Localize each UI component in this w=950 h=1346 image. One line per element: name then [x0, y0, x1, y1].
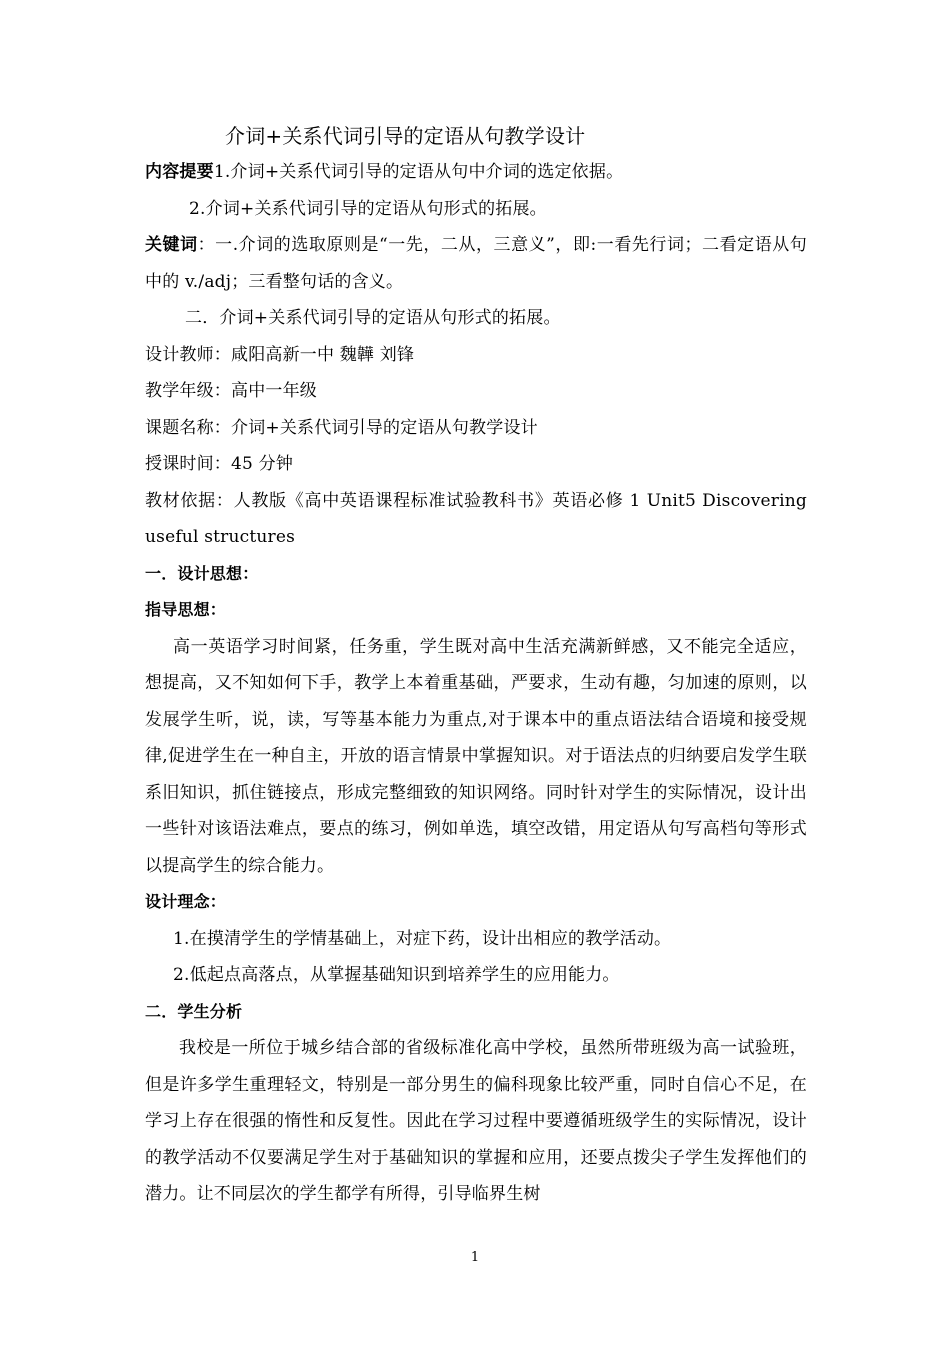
document-title: 介词+关系代词引导的定语从句教学设计 — [225, 124, 586, 148]
guiding-thought-paragraph: 高一英语学习时间紧，任务重，学生既对高中生活充满新鲜感，又不能完全适应，想提高，又不知如何下手，教学上本着重基础，严要求，生动有趣，匀加速的原则，以发展学生听，说，读，写等基本能力为重点,对于课本中的重点语法结合语境和接受规律,促进学生在一种自主，开放的语言情景中掌握知识。对于语法点的归纳要启发学生联系旧知识，抓住链接点，形成完整细致的知识网络。同时针对学生的实际情况，设计出一些针对该语法难点，要点的练习，例如单选，填空改错，用定语从句写高档句等形式以提高学生的综合能力。 — [145, 636, 807, 876]
design-concept-item-2: 2.低起点高落点，从掌握基础知识到培养学生的应用能力。 — [173, 965, 620, 985]
meta-grade: 教学年级：高中一年级 — [145, 381, 317, 401]
meta-teacher: 设计教师：咸阳高新一中 魏韡 刘锋 — [145, 344, 415, 365]
guiding-thought-heading: 指导思想： — [145, 600, 227, 619]
summary-item-2: 2.介词+关系代词引导的定语从句形式的拓展。 — [189, 198, 547, 219]
meta-topic: 课题名称：介词+关系代词引导的定语从句教学设计 — [145, 417, 538, 438]
keywords-line-2: 二．介词+关系代词引导的定语从句形式的拓展。 — [185, 308, 561, 328]
document-body — [145, 118, 807, 1213]
keywords-text: ：一.介词的选取原则是“一先，二从，三意义”，即:一看先行词；二看定语从句中的 v./adj；三看整句话的含义。 — [145, 235, 807, 292]
design-concept-item-1: 1.在摸清学生的学情基础上，对症下药，设计出相应的教学活动。 — [173, 928, 672, 949]
keywords-paragraph — [145, 227, 807, 300]
page-number: 1 — [470, 1250, 480, 1265]
summary-item-1: 1.介词+关系代词引导的定语从句中介词的选定依据。 — [213, 162, 624, 182]
summary-label: 内容提要 — [145, 162, 214, 182]
meta-duration: 授课时间：45 分钟 — [145, 454, 294, 474]
keywords-label: 关键词 — [145, 235, 198, 255]
section-1-heading: 一．设计思想： — [145, 563, 259, 583]
design-concept-heading: 设计理念： — [145, 892, 227, 911]
meta-textbook: 教材依据：人教版《高中英语课程标准试验教科书》英语必修 1 Unit5 Discovering useful structures — [145, 490, 807, 547]
section-2-heading: 二．学生分析 — [145, 1001, 243, 1021]
student-analysis-paragraph: 我校是一所位于城乡结合部的省级标准化高中学校，虽然所带班级为高一试验班，但是许多学生重理轻文，特别是一部分男生的偏科现象比较严重，同时自信心不足，在学习上存在很强的惰性和反复性。因此在学习过程中要遵循班级学生的实际情况，设计的教学活动不仅要满足学生对于基础知识的掌握和应用，还要点拨尖子学生发挥他们的潜力。让不同层次的学生都学有所得，引导临界生树 — [145, 1038, 807, 1204]
summary-line-1 — [145, 154, 807, 191]
